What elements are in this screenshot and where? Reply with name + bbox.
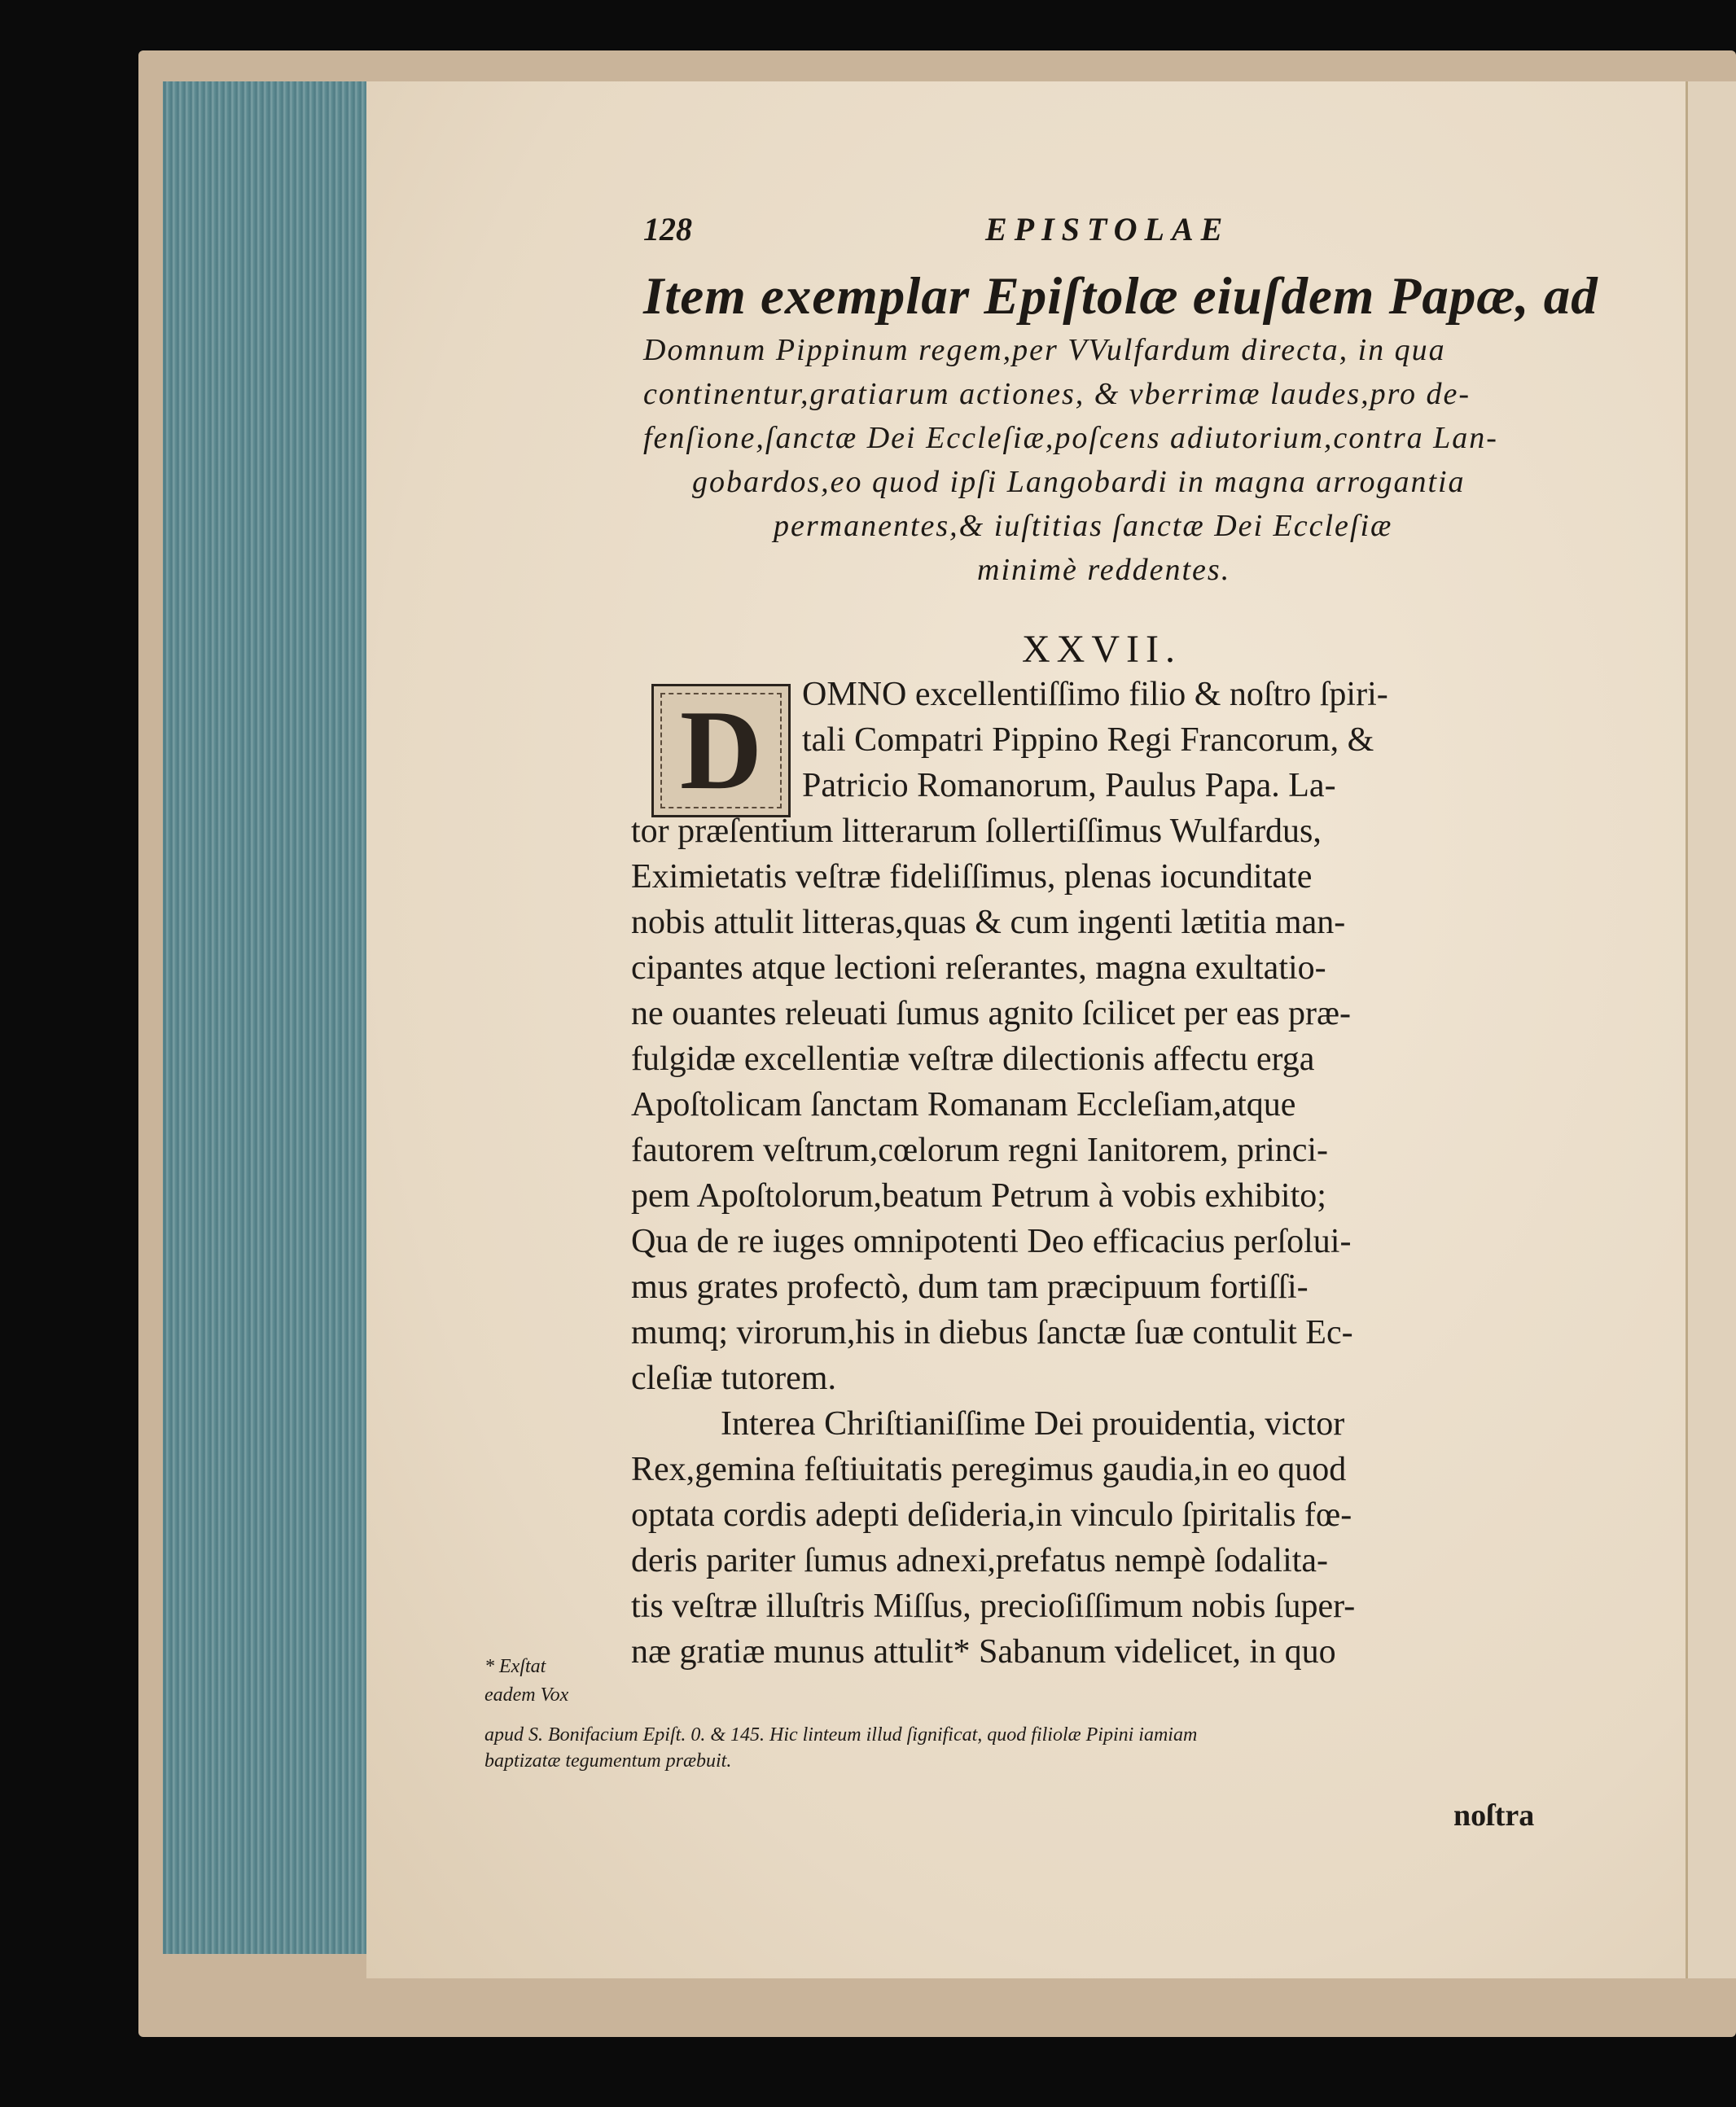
marginal-note-line: * Exſtat bbox=[484, 1656, 546, 1677]
marginal-note bbox=[484, 1653, 623, 1710]
body-line: Rex,gemina feſtiuitatis peregimus gaudia,in eo quod bbox=[631, 1451, 1347, 1488]
body-line: cleſiæ tutorem. bbox=[631, 1360, 836, 1397]
body-line: tis veſtræ illuſtris Miſſus, precioſiſſimum nobis ſuper- bbox=[631, 1588, 1356, 1625]
body-line: nobis attulit litteras,quas & cum ingenti lætitia man- bbox=[631, 904, 1346, 941]
heading-line: fenſione,ſanctæ Dei Eccleſiæ,poſcens adiutorium,contra Lan- bbox=[643, 421, 1498, 455]
footnote-line: baptizatæ tegumentum præbuit. bbox=[484, 1750, 732, 1772]
heading-line: minimè reddentes. bbox=[977, 553, 1231, 587]
body-line: fautorem veſtrum,cœlorum regni Ianitorem, princi- bbox=[631, 1132, 1329, 1169]
body-line: næ gratiæ munus attulit* Sabanum videlicet, in quo bbox=[631, 1633, 1336, 1671]
heading-line: gobardos,eo quod ipſi Langobardi in magna arrogantia bbox=[692, 465, 1466, 499]
body-line: mus grates profectò, dum tam præcipuum fortiſſi- bbox=[631, 1268, 1309, 1306]
body-line: tor præſentium litterarum ſollertiſſimus Wulfardus, bbox=[631, 813, 1322, 850]
body-line: ne ouantes releuati ſumus agnito ſcilicet per eas præ- bbox=[631, 995, 1352, 1032]
body-line: tali Compatri Pippino Regi Francorum, & bbox=[802, 721, 1374, 759]
page-number: 128 bbox=[643, 211, 692, 247]
letter-heading bbox=[643, 265, 1598, 592]
heading-line: permanentes,& iuſtitias ſanctæ Dei Eccleſiæ bbox=[774, 509, 1393, 543]
running-title: EPISTOLAE bbox=[985, 211, 1230, 247]
facing-page-edge bbox=[1686, 81, 1736, 1978]
initial-letter: D bbox=[679, 687, 763, 813]
heading-main-line: Item exemplar Epiſtolæ eiuſdem Papæ, ad bbox=[643, 267, 1598, 326]
page-header bbox=[643, 210, 1547, 251]
letter-body bbox=[631, 672, 1567, 1675]
body-line: Qua de re iuges omnipotenti Deo efficacius perſolui- bbox=[631, 1223, 1352, 1260]
footnote bbox=[484, 1722, 1567, 1774]
body-line: cipantes atque lectioni reſerantes, magna exultatio- bbox=[631, 949, 1326, 987]
heading-line: continentur,gratiarum actiones, & vberrimæ laudes,pro de- bbox=[643, 377, 1471, 411]
body-line: fulgidæ excellentiæ veſtræ dilectionis affectu erga bbox=[631, 1040, 1315, 1078]
catchword: noſtra bbox=[1453, 1798, 1535, 1833]
body-line: optata cordis adepti deſideria,in vinculo ſpiritalis fœ- bbox=[631, 1496, 1352, 1534]
body-line: Apoſtolicam ſanctam Romanam Eccleſiam,atque bbox=[631, 1086, 1296, 1124]
page-edges bbox=[163, 81, 366, 1954]
footnote-line: apud S. Bonifacium Epiſt. 0. & 145. Hic linteum illud ſignificat, quod filiolæ Pipini iamiam bbox=[484, 1724, 1198, 1746]
heading-line: Domnum Pippinum regem,per VVulfardum directa, in qua bbox=[643, 333, 1446, 367]
body-line: OMNO excellentiſſimo filio & noſtro ſpiri- bbox=[802, 676, 1388, 713]
body-line: Eximietatis veſtræ fideliſſimus, plenas iocunditate bbox=[631, 858, 1313, 896]
body-line: Patricio Romanorum, Paulus Papa. La- bbox=[802, 767, 1336, 804]
letter-number: XXVII. bbox=[1022, 628, 1181, 671]
marginal-note-line: eadem Vox bbox=[484, 1684, 569, 1706]
body-line: deris pariter ſumus adnexi,prefatus nempè ſodalita- bbox=[631, 1542, 1329, 1579]
body-line: mumq; virorum,his in diebus ſanctæ ſuæ contulit Ec- bbox=[631, 1314, 1353, 1351]
body-line: Interea Chriſtianiſſime Dei prouidentia, victor bbox=[721, 1405, 1345, 1443]
body-line: pem Apoſtolorum,beatum Petrum à vobis exhibito; bbox=[631, 1177, 1326, 1215]
